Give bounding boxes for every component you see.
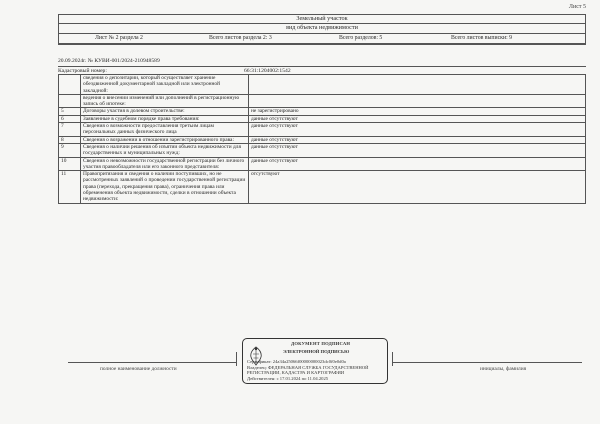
name-line	[392, 362, 582, 363]
row-value: данные отсутствуют	[249, 136, 586, 143]
rights-table	[58, 74, 586, 204]
stamp-title-2: ЭЛЕКТРОННОЙ ПОДПИСЬЮ	[283, 349, 350, 354]
table-row	[59, 115, 586, 122]
row-number	[59, 75, 81, 95]
row-value: данные отсутствуют	[249, 115, 586, 122]
table-row	[59, 143, 586, 157]
stamp-title-1: ДОКУМЕНТ ПОДПИСАН	[291, 341, 351, 346]
sheet-info-row	[59, 34, 585, 44]
table-row	[59, 123, 586, 137]
sheet-of-section: Лист № 2 раздела 2	[95, 35, 143, 41]
signature-separator-left	[236, 352, 237, 366]
table-row	[59, 108, 586, 115]
object-type: Земельный участок	[59, 15, 585, 24]
row-number	[59, 94, 81, 108]
row-value: отсутствуют	[249, 171, 586, 203]
table-row	[59, 157, 586, 171]
electronic-signature-stamp	[242, 338, 388, 384]
row-value: данные отсутствуют	[249, 123, 586, 137]
row-number: 5	[59, 108, 81, 115]
extract-date-number: 20.09.2024г. № КУВИ-001/2024-210948589	[58, 58, 160, 64]
table-row	[59, 171, 586, 203]
row-label: Сведения о наличии решения об изъятии объекта недвижимости для государственных и муниципальных нужд:	[81, 143, 249, 157]
row-value	[249, 94, 586, 108]
row-number: 7	[59, 123, 81, 137]
cadastral-label: Кадастровый номер:	[58, 68, 107, 74]
row-label: ведения о внесении изменений или дополнений в регистрационную запись об ипотеке:	[81, 94, 249, 108]
cadastral-row	[58, 66, 586, 74]
table-row	[59, 136, 586, 143]
row-value: данные отсутствуют	[249, 157, 586, 171]
cadastral-value: 66:31:1204002:1542	[244, 68, 291, 74]
name-caption: инициалы, фамилия	[480, 366, 527, 372]
row-number: 10	[59, 157, 81, 171]
table-row	[59, 94, 586, 108]
object-type-caption: вид объекта недвижимости	[59, 24, 585, 34]
header-frame	[58, 14, 586, 45]
row-value	[249, 75, 586, 95]
row-label: сведения о депозитарии, который осуществляет хранение обездвиженной документарной закладной или электронной закладной:	[81, 75, 249, 95]
row-label: Сведения о невозможности государственной регистрации без личного участия правообладателя или его законного представителя:	[81, 157, 249, 171]
total-sheets-section: Всего листов раздела 2: 3	[209, 35, 272, 41]
row-label: Правопритязания и сведения о наличии поступивших, но не рассмотренных заявлений о проведении государственной регистрации права (перехода, прекращения права), ограничения права или обременения объекта недвижимости, сделки в отношении объекта недвижимости:	[81, 171, 249, 203]
stamp-validity: Действителен: с 17.01.2024 по 11.04.2025	[247, 375, 329, 381]
row-label: Сведения о возражении в отношении зарегистрированного права:	[81, 136, 249, 143]
row-number: 9	[59, 143, 81, 157]
total-sheets-extract: Всего листов выписки: 9	[451, 35, 513, 41]
position-line	[68, 362, 236, 363]
total-sections: Всего разделов: 5	[339, 35, 383, 41]
row-number: 11	[59, 171, 81, 203]
table-row	[59, 75, 586, 95]
row-label: Сведения о возможности предоставления третьим лицам персональных данных физического лица	[81, 123, 249, 137]
position-caption: полное наименование должности	[100, 366, 177, 372]
stamp-owner-cont: РЕГИСТРАЦИИ, КАДАСТРА И КАРТОГРАФИИ	[247, 370, 345, 375]
row-number: 6	[59, 115, 81, 122]
sheet-number: Лист 5	[568, 4, 586, 10]
signature-separator-right	[392, 352, 393, 366]
row-value: данные отсутствуют	[249, 143, 586, 157]
row-number: 8	[59, 136, 81, 143]
row-label: Заявленные в судебном порядке права требования:	[81, 115, 249, 122]
row-label: Договоры участия в долевом строительстве:	[81, 108, 249, 115]
row-value: не зарегистрировано	[249, 108, 586, 115]
extract-meta	[58, 57, 586, 65]
stamp-owner: Владелец: ФЕДЕРАЛЬНАЯ СЛУЖБА ГОСУДАРСТВЕННОЙ	[247, 364, 369, 370]
stamp-certificate: Сертификат: 24a34a25066f00000000023dc0f0e0d0a	[247, 359, 346, 364]
